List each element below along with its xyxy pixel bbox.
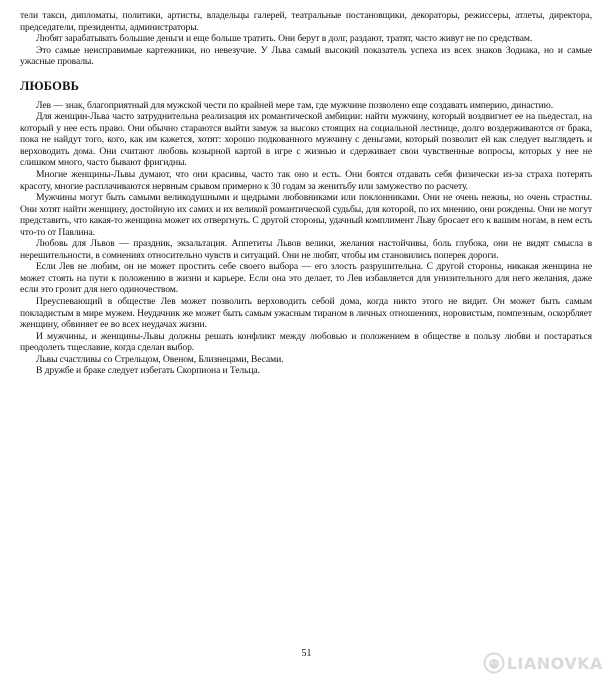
- lion-head-icon: [483, 652, 505, 674]
- section-title-love: ЛЮБОВЬ: [20, 78, 80, 93]
- intro-paragraph-2: Любят зарабатывать большие деньги и еще больше тратить. Они берут в долг, раздают, тратят, часто живут не по средствам.: [36, 33, 533, 45]
- watermark-text: LIANOVKA: [506, 653, 603, 673]
- intro-paragraph-3: Это самые неисправимые картежники, но невезучие. У Льва самый высокий показатель успеха из всех знаков Зодиака, но и самые ужасные провалы.: [20, 44, 592, 68]
- watermark: [483, 652, 603, 674]
- love-section-body: [20, 100, 592, 377]
- love-paragraph-6: Если Лев не любим, он не может простить себе своего выбора — его злость разрушительна. С другой стороны, никакая женщина не может стоять на пути к положению в жизни и карьере. Если она это делает, то Лев избавляется для унизительного для него желания, даже если это грозит для него одиночеством.: [20, 261, 592, 296]
- love-paragraph-3: Многие женщины-Львы думают, что они красивы, часто так оно и есть. Они боятся отдавать себя физически из-за страха потерять красоту, многие расплачиваются нервным срывом примерно к 30 годам за женитьбу или замужество по расчету.: [20, 169, 592, 192]
- intro-paragraph-1: тели такси, дипломаты, политики, артисты, владельцы галерей, театральные постановщики, декораторы, режиссеры, атлеты, директора, председатели, президенты, администраторы.: [20, 10, 592, 33]
- love-paragraph-8: И мужчины, и женщины-Львы должны решать конфликт между любовью и положением в обществе в пользу любви и постараться преодолеть тщеславие, когда сделан выбор.: [20, 330, 592, 354]
- page-number: 51: [301, 648, 312, 659]
- love-paragraph-5: Любовь для Львов — праздник, экзальтация. Аппетиты Львов велики, желания настойчивы, боль глубока, они не видят смысла в нерешительности, в сомнениях относительно чувств и ситуаций. Они не любят, чтобы им становились поперек дороги.: [20, 238, 592, 261]
- love-paragraph-7: Преуспевающий в обществе Лев может позволить верховодить себой дома, когда никто этого не видит. Он может быть самым покладистым в мире мужем. Неудачник же может быть самым ужасным тираном в личных отношениях, норовистым, помпезным, оскорбляет женщину, обвиняет ее во всех неудачах жизни.: [20, 296, 592, 331]
- page-content: [20, 10, 592, 377]
- love-paragraph-10: В дружбе и браке следует избегать Скорпиона и Тельца.: [36, 365, 260, 377]
- love-paragraph-2: Для женщин-Льва часто затруднительна реализация их романтической амбиции: найти мужчину, который воздвигнет ее на пьедестал, на который у нее есть право. Они обычно стараются выйти замуж за высоко стоящих на социальной лестнице, долго воздерживаются от брака, пока не найдут того, кого, как им кажется, хотят: хорошо подкованного мужчину с деньгами, который позволит ей как следует выглядеть и верховодить дома. Они считают любовь козырной картой в игре с жизнью и сдерживает свои чувственные вопросы, которых у нее не слишком много, часто бывают фригидны.: [20, 111, 592, 169]
- love-paragraph-9: Львы счастливы со Стрельцом, Овеном, Близнецами, Весами.: [36, 353, 284, 365]
- love-paragraph-1: Лев — знак, благоприятный для мужской чести по крайней мере там, где мужчине позволено еще создавать империю, династию.: [36, 99, 554, 111]
- love-paragraph-4: Мужчины могут быть самыми великодушными и щедрыми любовниками или поклонниками. Они не очень нежны, но очень страстны. Они хотят найти женщину, достойную их самих и их великой романтической судьбы, для которой, по их мнению, они рождены. Они не могут представить, что какая-то женщина может их отвергнуть. С другой стороны, удачный комплимент Льву бросает его к вашим ногам, в нем есть что-то от Павлина.: [20, 192, 592, 238]
